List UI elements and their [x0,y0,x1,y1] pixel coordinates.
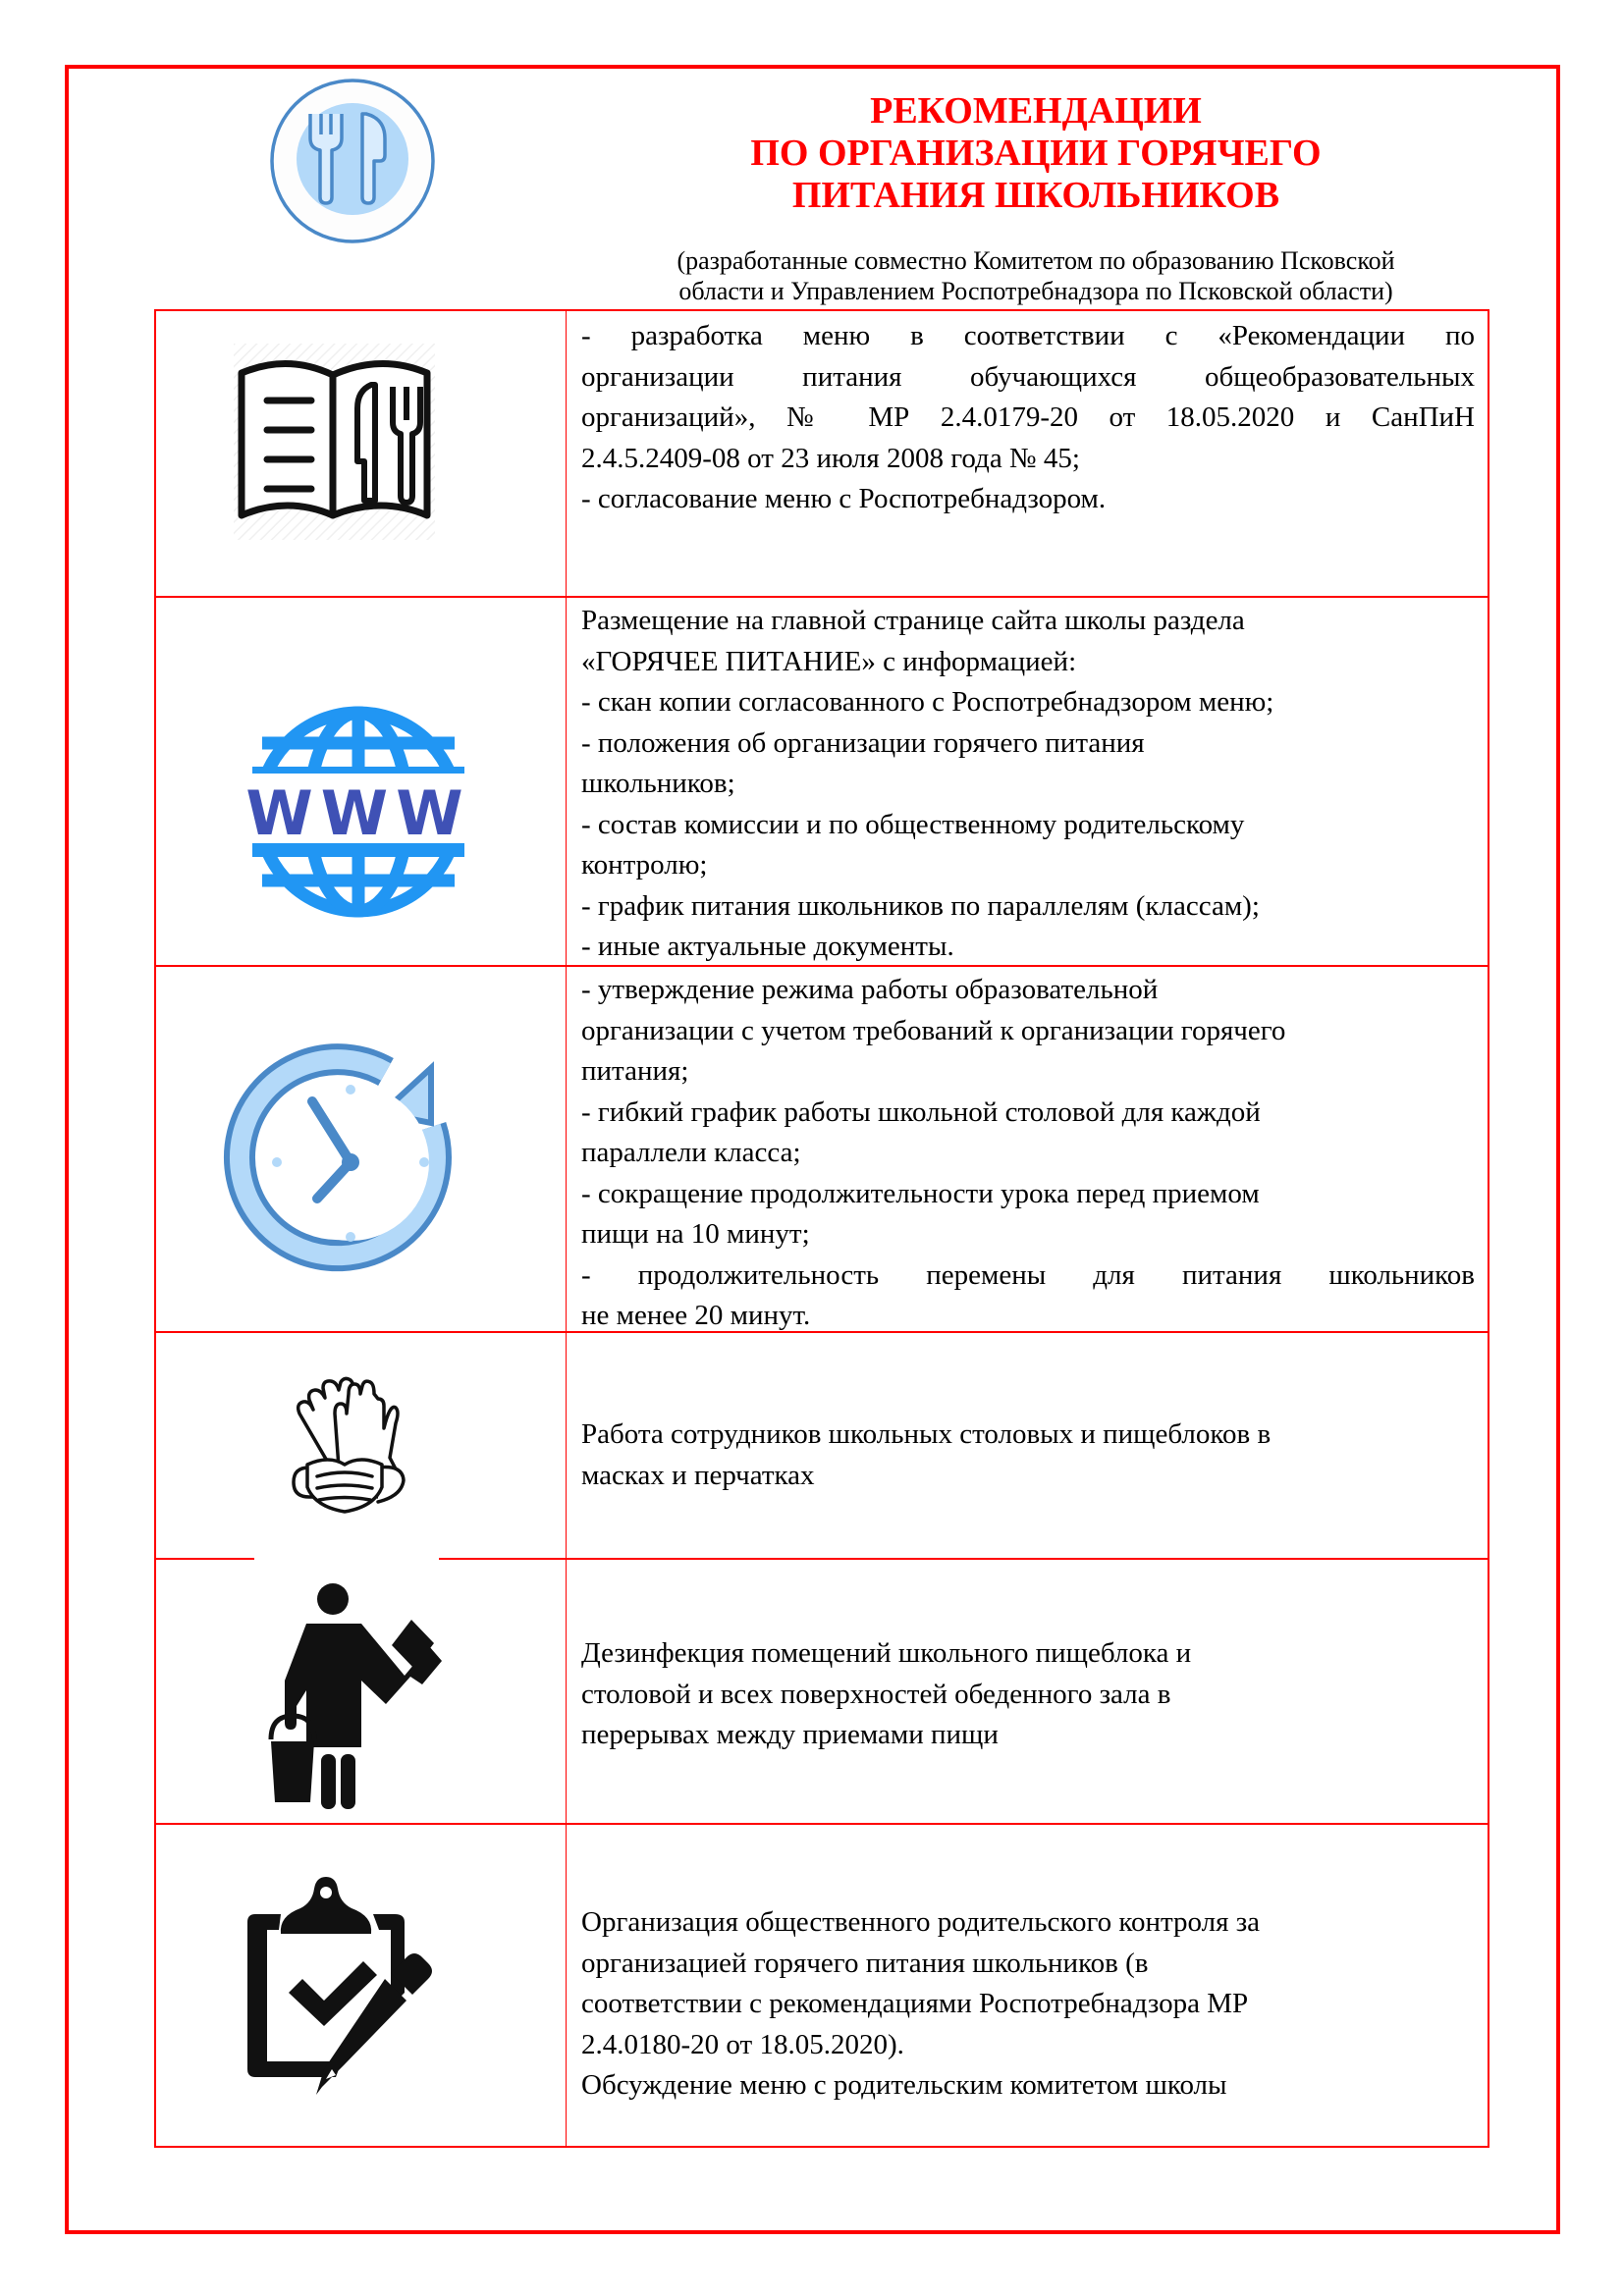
text-line: школьников; [581,768,735,799]
text-line: организацией горячего питания школьников (в [581,1947,1149,1979]
title-line: ПИТАНИЯ ШКОЛЬНИКОВ [791,175,1280,216]
www-globe-icon [245,700,471,924]
table-border-top [154,309,1489,311]
text-line: организаций», № МР 2.4.0179-20 от 18.05.2020 и СанПиН [581,401,1475,433]
table-border-left [154,310,156,2148]
text-line: - разработка меню в соответствии с «Рекомендации по [581,320,1475,351]
table-border-bottom [154,2146,1489,2148]
page-title [648,90,1424,217]
text-line: организации с учетом требований к организации горячего [581,1014,1286,1046]
text-line: Организация общественного родительского контроля за [581,1906,1261,1938]
text-line: Работа сотрудников школьных столовых и пищеблоков в [581,1418,1272,1450]
text-line: «ГОРЯЧЕЕ ПИТАНИЕ» с информацией: [581,645,1077,677]
text-line: столовой и всех поверхностей обеденного зала в [581,1678,1171,1710]
text-line: перерывах между приемами пищи [581,1719,999,1750]
title-line: ПО ОРГАНИЗАЦИИ ГОРЯЧЕГО [750,133,1322,174]
text-line: - продолжительность перемены для питания школьников [581,1258,1475,1291]
text-line: 2.4.0180-20 от 18.05.2020). [581,2028,904,2060]
text-line: - утверждение режима работы образовательной [581,974,1159,1005]
text-line: Обсуждение меню с родительским комитетом школы [581,2069,1227,2101]
text-line: контролю; [581,849,708,881]
text-line: организации питания обучающихся общеобразовательных [581,360,1475,393]
text-line: - скан копии согласованного с Роспотребнадзором меню; [581,686,1274,718]
text-line: пищи на 10 минут; [581,1218,810,1250]
row-5-text [581,1633,1475,1756]
cleaner-bucket-icon [267,1582,439,1806]
text-line: параллели класса; [581,1137,801,1168]
subtitle-line: области и Управлением Роспотребнадзора по Псковской области) [678,277,1393,305]
text-line: - сокращение продолжительности урока перед приемом [581,1177,1260,1209]
row-6-text [581,1902,1475,2107]
text-line: - иные актуальные документы. [581,931,954,962]
column-divider [566,310,567,2148]
title-line: РЕКОМЕНДАЦИИ [870,90,1202,132]
clipboard-check-pencil-icon [247,1877,439,2091]
subtitle-line: (разработанные совместно Комитетом по образованию Псковской [677,246,1395,275]
text-line: - согласование меню с Роспотребнадзором. [581,483,1107,514]
row-4-text [581,1415,1475,1496]
text-line: не менее 20 минут. [581,1300,811,1331]
text-line: - положения об организации горячего питания [581,726,1145,759]
text-line: масках и перчатках [581,1459,815,1491]
text-line: - состав комиссии и по общественному родительскому [581,808,1245,840]
text-line: - график питания школьников по параллелям (классам); [581,889,1260,922]
menu-book-icon [234,344,435,540]
row-divider [154,1823,1489,1825]
text-line: 2.4.5.2409-08 от 23 июля 2008 года № 45; [581,442,1080,474]
www-label: WWW [245,777,471,849]
border-gap [254,1557,439,1561]
text-line: соответствии с рекомендациями Роспотребнадзора МР [581,1988,1249,2019]
text-line: Дезинфекция помещений школьного пищеблока и [581,1637,1192,1669]
page-subtitle [589,245,1483,306]
text-line: Размещение на главной странице сайта школы раздела [581,605,1245,636]
plate-fork-knife-icon [269,78,436,244]
row-1-text [581,316,1475,520]
row-divider [154,596,1489,598]
row-3-text [581,970,1475,1337]
table-border-right [1488,310,1489,2148]
row-2-text [581,601,1475,968]
clock-refresh-icon [239,1050,464,1276]
text-line: - гибкий график работы школьной столовой для каждой [581,1095,1261,1128]
text-line: питания; [581,1055,689,1087]
gloves-mask-icon [280,1374,412,1512]
